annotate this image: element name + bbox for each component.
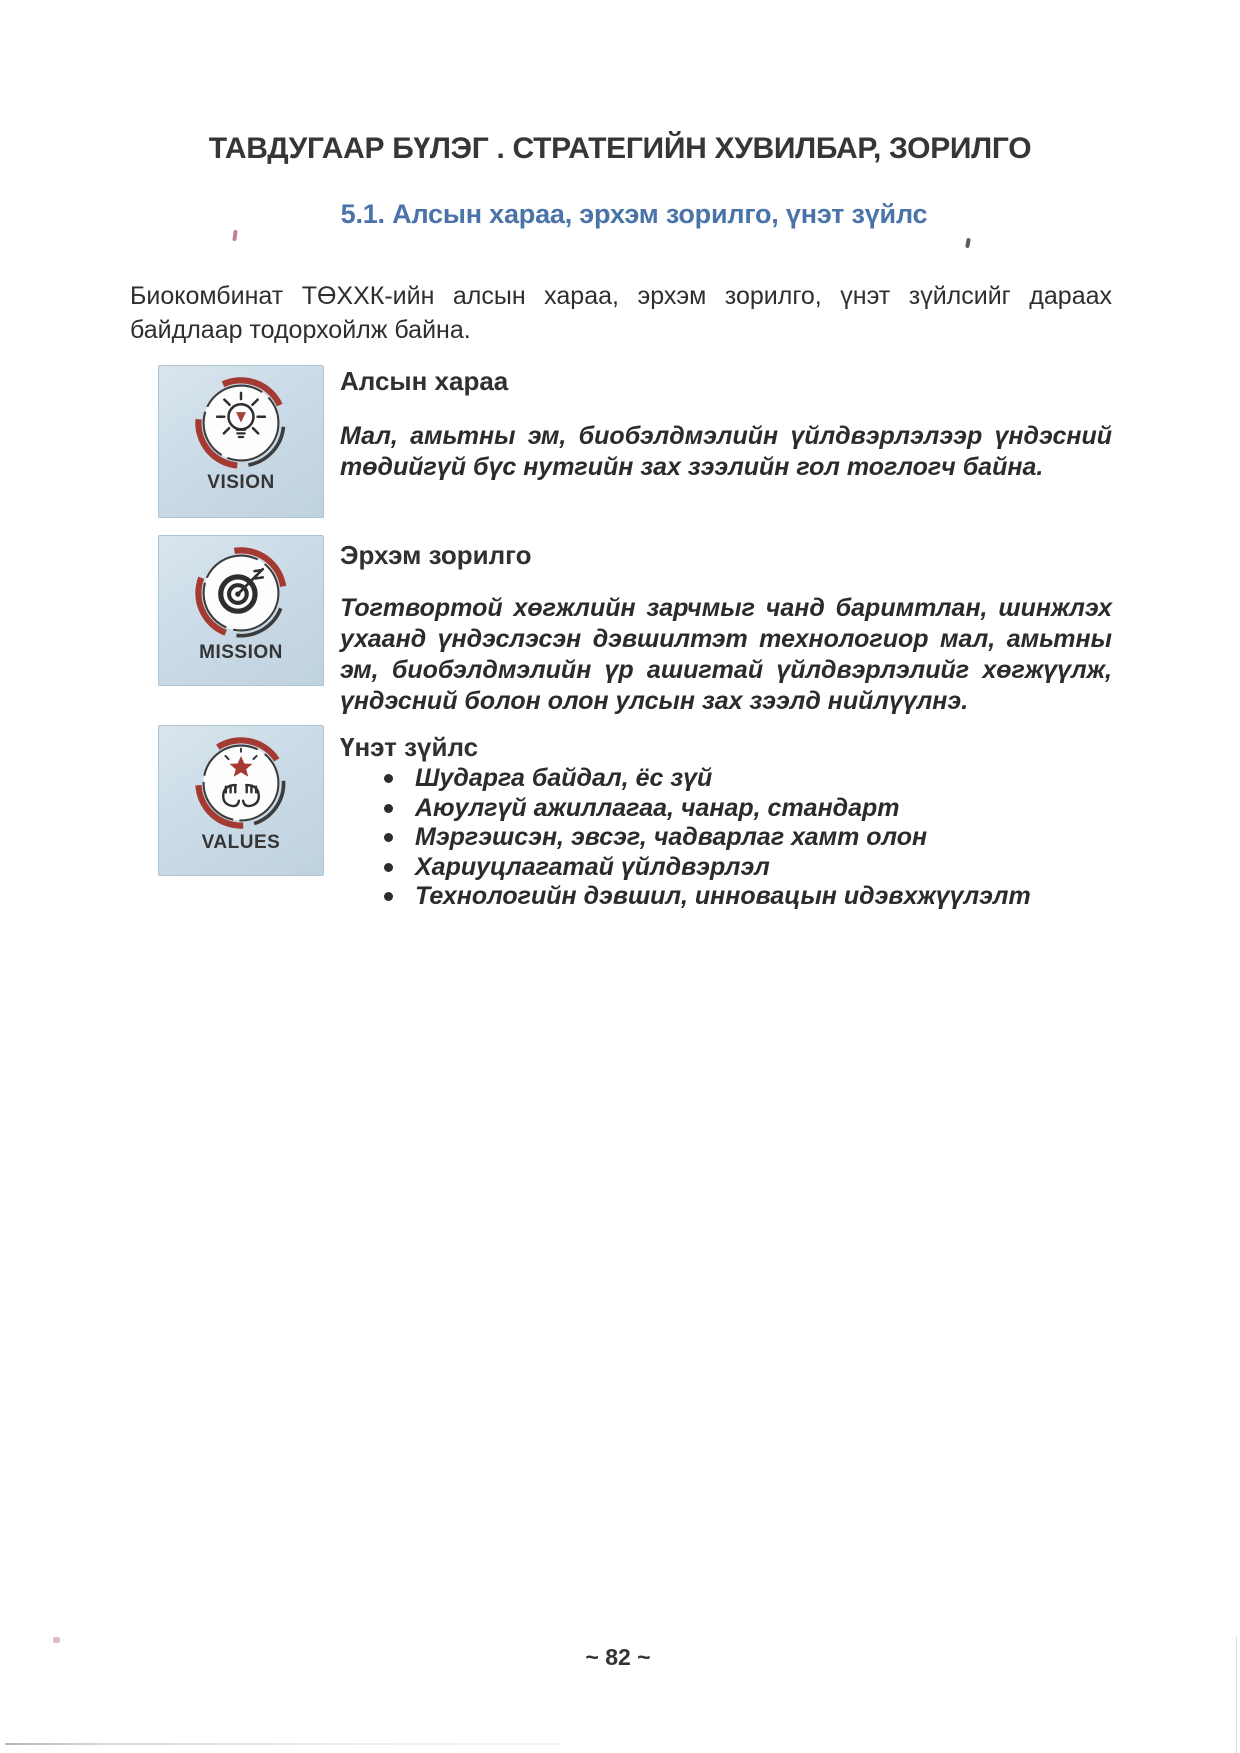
- list-item-text: Мэргэшсэн, эвсэг, чадварлаг хамт олон: [415, 823, 928, 851]
- vision-section: [158, 365, 1114, 518]
- target-icon: [189, 541, 293, 645]
- list-item-text: Шударга байдал, ёс зүй: [415, 764, 713, 792]
- chapter-title: ТАВДУГААР БҮЛЭГ . СТРАТЕГИЙН ХУВИЛБАР, ЗОРИЛГО: [208, 132, 1032, 165]
- list-item: [340, 764, 1112, 794]
- values-list: [340, 764, 1112, 912]
- mission-badge-label: MISSION: [199, 642, 283, 663]
- scan-speck: [965, 238, 971, 249]
- scan-artifact-line: [5, 1743, 561, 1745]
- list-item: [340, 823, 1112, 853]
- hands-star-icon: [189, 731, 293, 835]
- scan-speck: [53, 1637, 60, 1643]
- list-item-text: Технологийн дэвшил, инновацын идэвхжүүлэлт: [415, 882, 1031, 910]
- mission-badge: [158, 535, 324, 686]
- scan-speck: [232, 230, 237, 241]
- list-item: [340, 794, 1112, 824]
- vision-badge-label: VISION: [207, 472, 275, 493]
- values-badge: [158, 725, 324, 876]
- vision-heading: Алсын хараа: [340, 366, 509, 396]
- intro-paragraph: Биокомбинат ТӨХХК-ийн алсын хараа, эрхэм зорилго, үнэт зүйлсийг дараах байдлаар тодорхойлж байна.: [130, 282, 1112, 344]
- values-badge-label: VALUES: [201, 832, 281, 853]
- bullet-icon: [384, 833, 393, 842]
- mission-section: [158, 535, 1114, 717]
- page-number: ~ 82 ~: [585, 1644, 651, 1670]
- mission-body: Тогтвортой хөгжлийн зарчмыг чанд баримтлан, шинжлэх ухаанд үндэслэсэн дэвшилтэт технологиор мал, амьтны эм, биобэлдмэлийн үр ашигтай үйлдвэрлэлийг хөгжүүлж, үндэсний болон олон улсын зах зээлд нийлүүлнэ.: [340, 594, 1112, 715]
- list-item: [340, 882, 1112, 912]
- values-heading: Үнэт зүйлс: [340, 732, 479, 762]
- scan-artifact-line: [1236, 1636, 1237, 1753]
- bullet-icon: [384, 863, 393, 872]
- list-item-text: Аюулгүй ажиллагаа, чанар, стандарт: [415, 793, 900, 822]
- lightbulb-icon: [189, 371, 293, 475]
- list-item: [340, 853, 1112, 883]
- list-item-text: Хариуцлагатай үйлдвэрлэл: [415, 852, 770, 881]
- values-section: [158, 725, 1114, 912]
- bullet-icon: [384, 804, 393, 813]
- bullet-icon: [384, 892, 393, 901]
- vision-body: Мал, амьтны эм, биобэлдмэлийн үйлдвэрлэлээр үндэсний төдийгүй бүс нутгийн зах зээлийн гол тоглогч байна.: [340, 422, 1112, 481]
- section-title: 5.1. Алсын хараа, эрхэм зорилго, үнэт зүйлс: [340, 199, 928, 229]
- bullet-icon: [384, 774, 393, 783]
- mission-heading: Эрхэм зорилго: [340, 540, 532, 570]
- vision-badge: [158, 365, 324, 518]
